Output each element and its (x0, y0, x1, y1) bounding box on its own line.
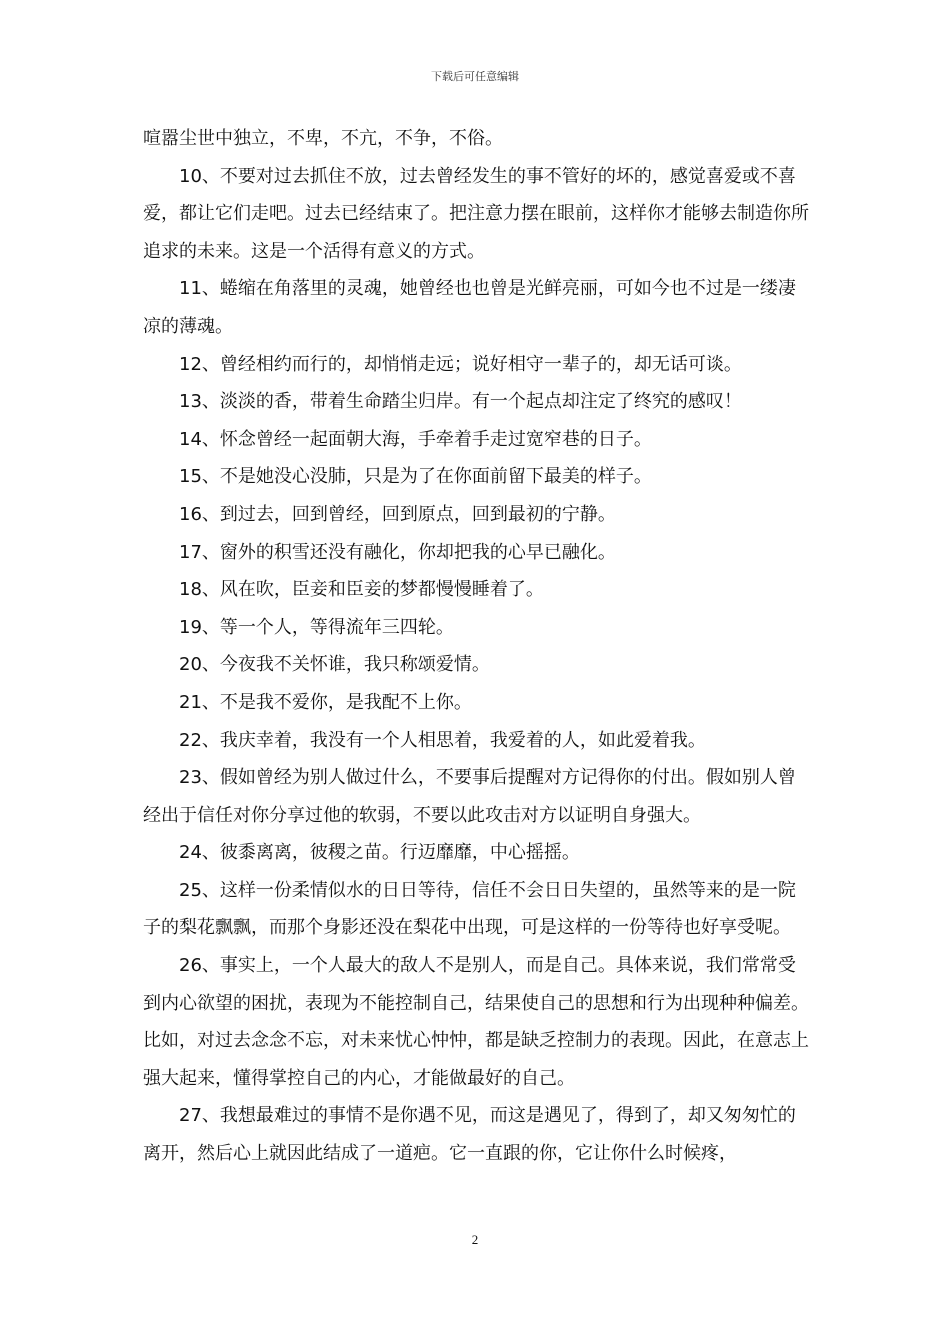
paragraph: 13、淡淡的香，带着生命踏尘归岸。有一个起点却注定了终究的感叹！ (179, 391, 742, 413)
body-text (143, 120, 813, 1173)
paragraph: 18、风在吹，臣妾和臣妾的梦都慢慢睡着了。 (179, 579, 544, 601)
paragraph: 15、不是她没心没肺，只是为了在你面前留下最美的样子。 (179, 466, 652, 488)
page-header: 下载后可任意编辑 (431, 70, 519, 83)
paragraph: 20、今夜我不关怀谁，我只称颂爱情。 (179, 654, 490, 676)
paragraph: 25、这样一份柔情似水的日日等待，信任不会日日失望的，虽然等来的是一院子的梨花飘飘，而那个身影还没在梨花中出现，可是这样的一份等待也好享受呢。 (143, 879, 796, 939)
paragraph: 23、假如曾经为别人做过什么，不要事后提醒对方记得你的付出。假如别人曾经出于信任对你分享过他的软弱，不要以此攻击对方以证明自身强大。 (143, 767, 796, 826)
paragraph: 16、到过去，回到曾经，回到原点，回到最初的宁静。 (179, 503, 616, 525)
paragraph: 喧嚣尘世中独立，不卑，不亢，不争，不俗。 (143, 128, 503, 149)
paragraph: 12、曾经相约而行的，却悄悄走远；说好相守一辈子的，却无话可谈。 (179, 353, 742, 375)
paragraph: 22、我庆幸着，我没有一个人相思着，我爱着的人，如此爱着我。 (179, 729, 706, 751)
paragraph: 17、窗外的积雪还没有融化，你却把我的心早已融化。 (179, 541, 616, 563)
paragraph: 21、不是我不爱你，是我配不上你。 (179, 691, 472, 713)
page-number: 2 (471, 1232, 479, 1247)
paragraph: 26、事实上，一个人最大的敌人不是别人，而是自己。具体来说，我们常常受到内心欲望的困扰，表现为不能控制自己，结果使自己的思想和行为出现种种偏差。比如，对过去念念不忘，对未来忧心忡忡，都是缺乏控制力的表现。因此，在意志上强大起来，懂得掌控自己的内心，才能做最好的自己。 (143, 955, 809, 1089)
paragraph: 27、我想最难过的事情不是你遇不见，而这是遇见了，得到了，却又匆匆忙的离开，然后心上就因此结成了一道疤。它一直跟的你，它让你什么时候疼， (143, 1105, 796, 1165)
paragraph: 14、怀念曾经一起面朝大海，手牵着手走过宽窄巷的日子。 (179, 428, 652, 450)
paragraph: 19、等一个人，等得流年三四轮。 (179, 616, 454, 638)
paragraph: 10、不要对过去抓住不放，过去曾经发生的事不管好的坏的，感觉喜爱或不喜爱，都让它们走吧。过去已经结束了。把注意力摆在眼前，这样你才能够去制造你所追求的未来。这是一个活得有意义的方式。 (143, 165, 809, 262)
paragraph: 11、蜷缩在角落里的灵魂，她曾经也也曾是光鲜亮丽，可如今也不过是一缕凄凉的薄魂。 (143, 278, 796, 337)
paragraph: 24、彼黍离离，彼稷之苗。行迈靡靡，中心摇摇。 (179, 842, 580, 864)
